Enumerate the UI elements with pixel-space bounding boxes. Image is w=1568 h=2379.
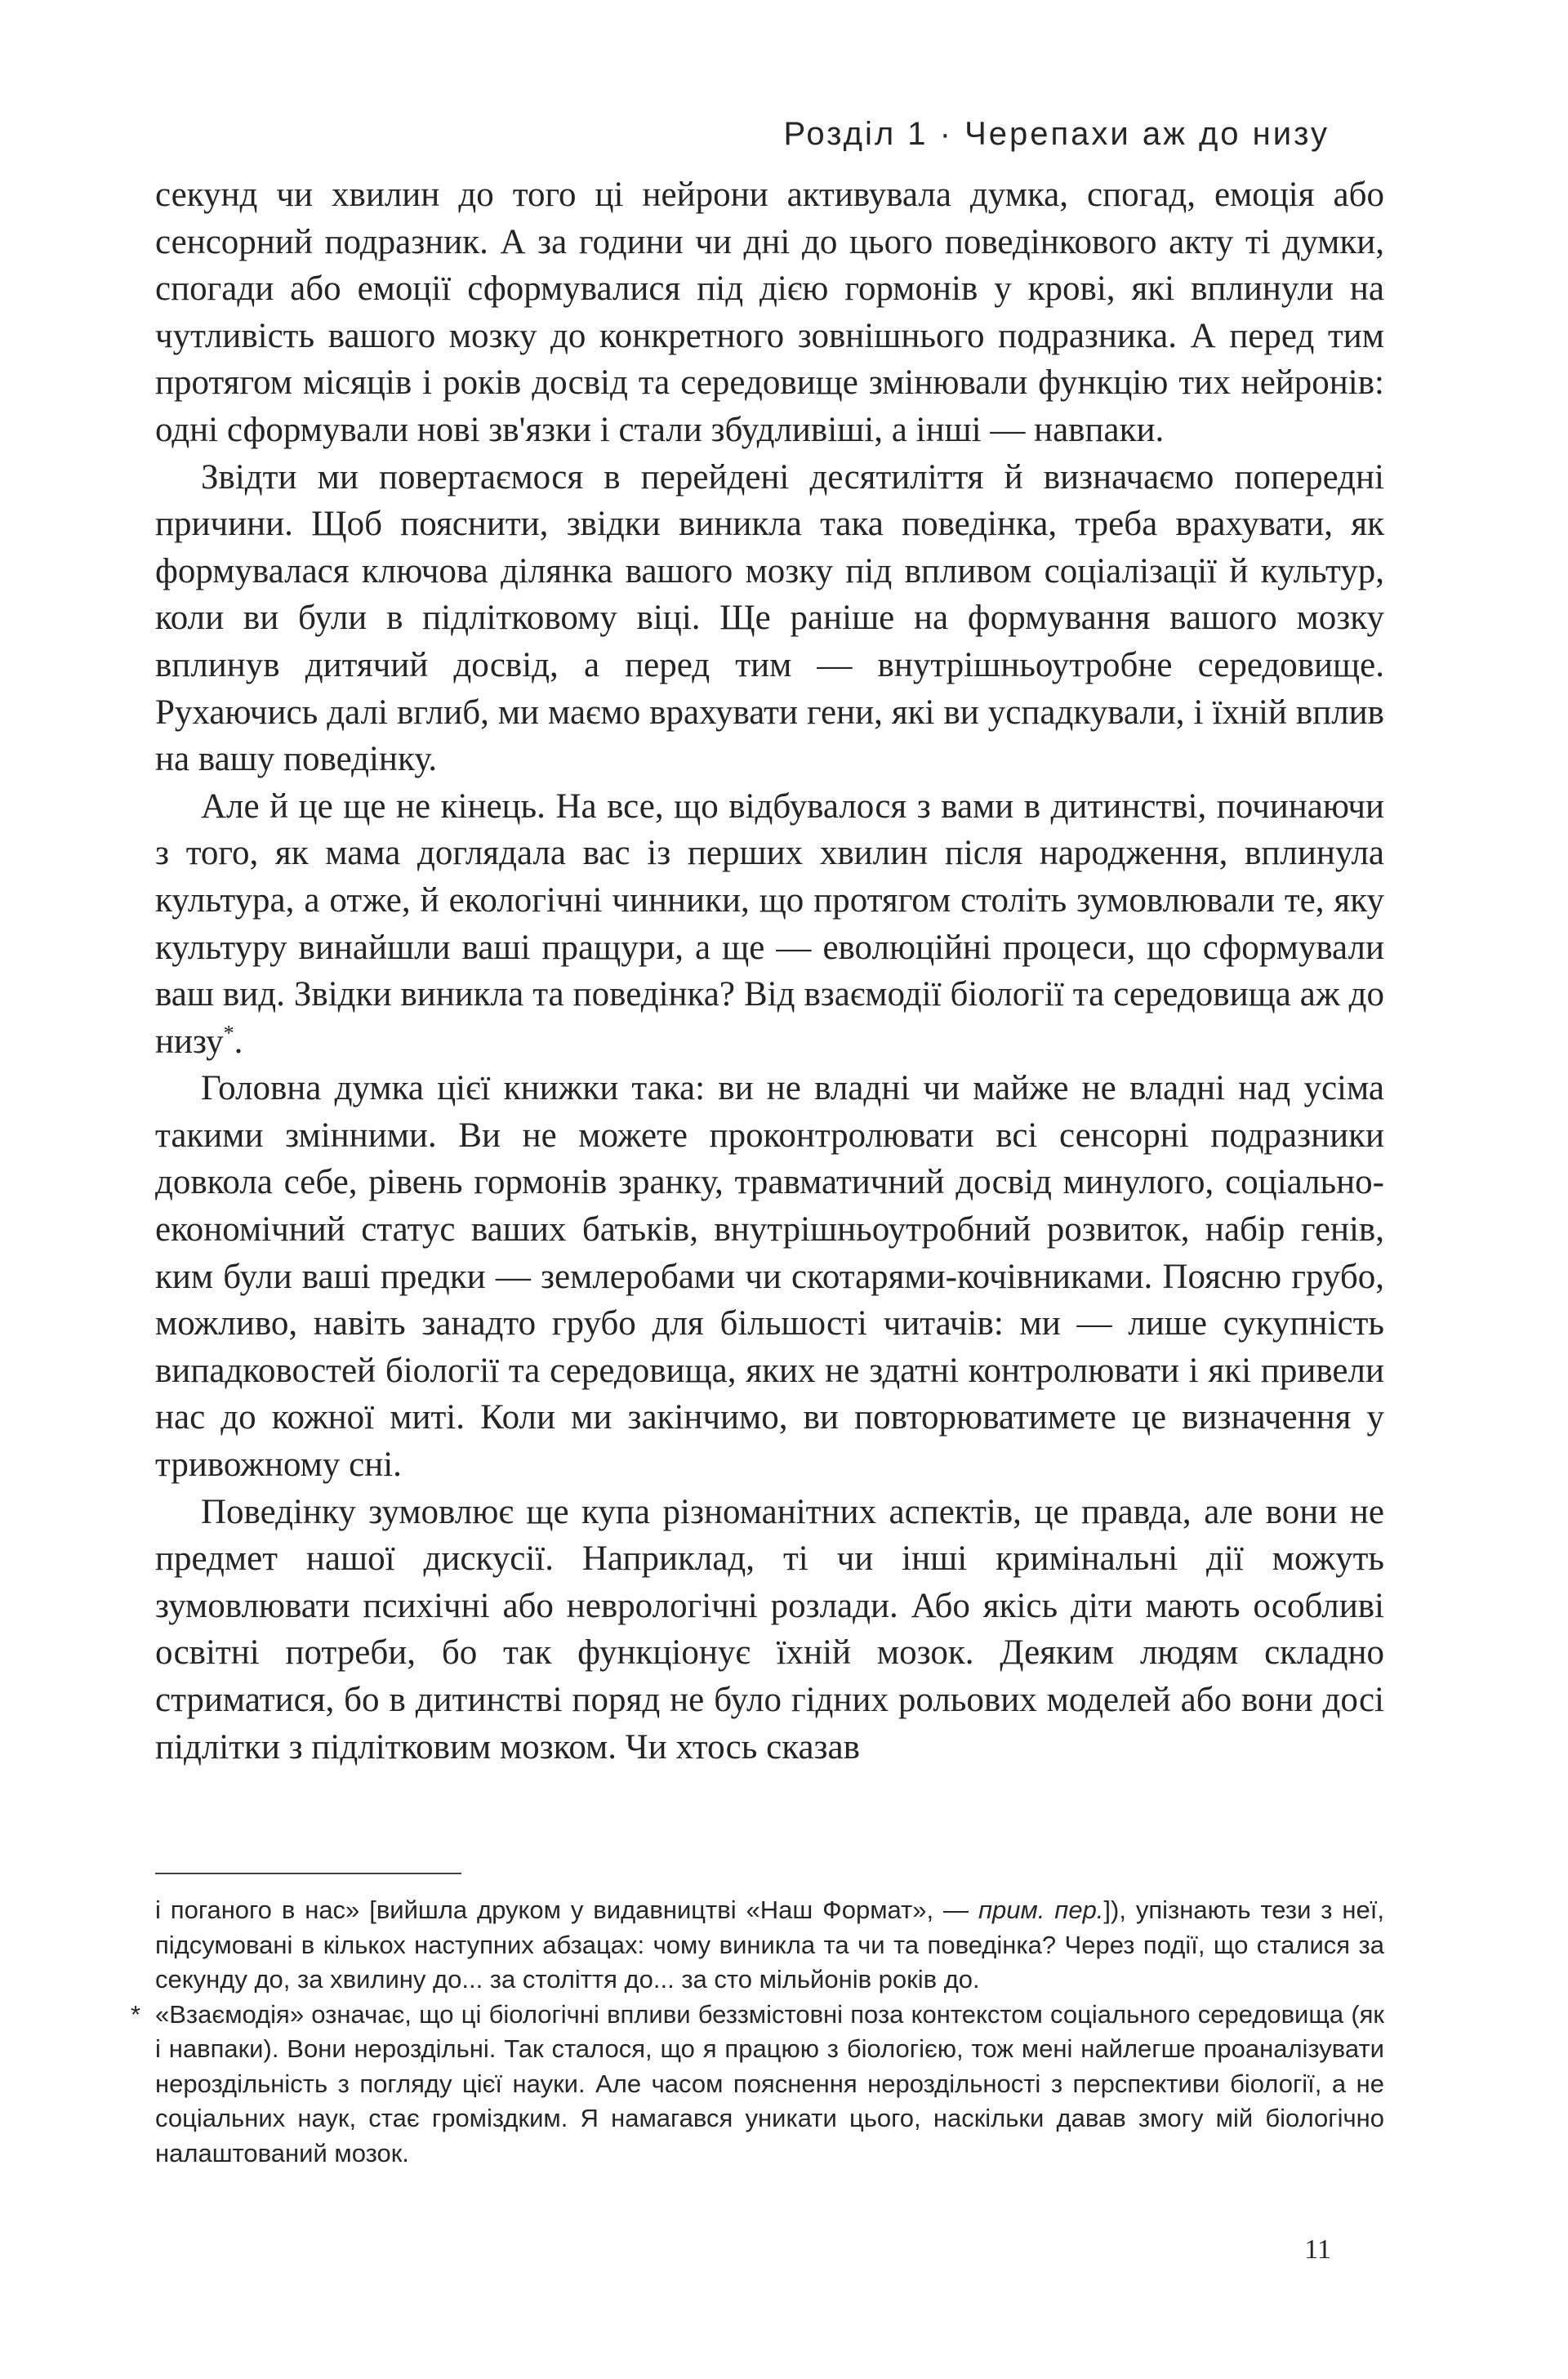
footnote-continuation xyxy=(155,1893,1384,1998)
page-number: 11 xyxy=(1304,2234,1331,2265)
paragraph-1: секунд чи хвилин до того ці нейрони активувала думка, спогад, емоція або сенсорний подразник. А за години чи дні до цього поведінкового акту ті думки, спогади або емоції сформувалися під дією гормонів у крові, які вплинули на чутливість вашого мозку до конкретного зовнішнього подразника. А перед тим протягом місяців і років досвід та середовище змінювали функцію тих нейронів: одні сформували нові зв'язки і стали збудливіші, а інші — навпаки. xyxy=(155,176,1384,449)
paragraph-2: Звідти ми повертаємося в перейдені десятиліття й визначаємо попередні причини. Щоб пояснити, звідки виникла така поведінка, треба врахувати, як формувалася ключова ділянка вашого мозку під впливом соціалізації й культур, коли ви були в підлітковому віці. Ще раніше на формування вашого мозку вплинув дитячий досвід, а перед тим — внутрішньоутробне середовище. Рухаючись далі вглиб, ми маємо врахувати гени, які ви успадкували, і їхній вплив на вашу поведінку. xyxy=(155,457,1384,779)
paragraph-4: Головна думка цієї книжки така: ви не владні чи майже не владні над усіма такими змінними. Ви не можете проконтролювати всі сенсорні подразники довкола себе, рівень гормонів зранку, травматичний досвід минулого, соціально-економічний статус ваших батьків, внутрішньоутробний розвиток, набір генів, ким були ваші предки — землеробами чи скотарями-кочівниками. Поясню грубо, можливо, навіть занадто грубо для більшості читачів: ми — лише сукупність випадковостей біології та середовища, яких не здатні контролювати і які привели нас до кожної миті. Коли ми закінчимо, ви повторюватимете це визначення у тривожному сні. xyxy=(155,1069,1384,1485)
footnote-continuation-text-after: ]), упізнають тези з неї, підсумовані в кількох наступних абзацах: чому виникла та чи та поведінка? Через події, що сталися за секунду до, за хвилину до... за століття до... за сто мільйонів років до. xyxy=(155,1896,1385,1994)
footnote-translator-note: прим. пер. xyxy=(978,1896,1104,1924)
footnote-separator xyxy=(155,1873,461,1874)
footnote-continuation-text-before: і поганого в нас» [вийшла друком у видавництві «Наш Формат», — xyxy=(155,1896,978,1924)
paragraph-3 xyxy=(155,783,1384,1066)
paragraph-3-text: Але й це ще не кінець. На все, що відбувалося з вами в дитинстві, починаючи з того, як мама доглядала вас із перших хвилин після народження, вплинула культура, а отже, й екологічні чинники, що протягом століть зумовлювали те, яку культуру винайшли ваші пращури, а ще — еволюційні процеси, що сформували ваш вид. Звідки виникла та поведінка? Від взаємодії біології та середовища аж до низу xyxy=(155,786,1384,1061)
footnotes xyxy=(131,1893,1385,2171)
paragraph-5: Поведінку зумовлює ще купа різноманітних аспектів, це правда, але вони не предмет нашої дискусії. Наприклад, ті чи інші кримінальні дії можуть зумовлювати психічні або неврологічні розлади. Або якісь діти мають особливі освітні потреби, бо так функціонує їхній мозок. Деяким людям складно стриматися, бо в дитинстві поряд не було гідних рольових моделей або вони досі підлітки з підлітковим мозком. Чи хтось сказав xyxy=(155,1492,1384,1766)
main-text xyxy=(155,172,1384,1771)
running-head: Розділ 1 · Черепахи аж до низу xyxy=(783,116,1330,152)
footnote-reference[interactable]: * xyxy=(223,1021,234,1045)
footnote-mark: * xyxy=(131,1999,141,2029)
footnote-text: «Взаємодія» означає, що ці біологічні впливи беззмістовні поза контекстом соціального середовища (як і навпаки). Вони нероздільні. Так сталося, що я працюю з біологією, тож мені найлегше проаналізувати нероздільність з погляду цієї науки. Але часом пояснення нероздільності з перспективи біології, а не соціальних наук, стає громіздким. Я намагався уникати цього, наскільки давав змогу мій біологічно налаштований мозок. xyxy=(155,1999,1384,2167)
paragraph-3-tail: . xyxy=(234,1022,243,1061)
footnote xyxy=(131,1998,1384,2172)
